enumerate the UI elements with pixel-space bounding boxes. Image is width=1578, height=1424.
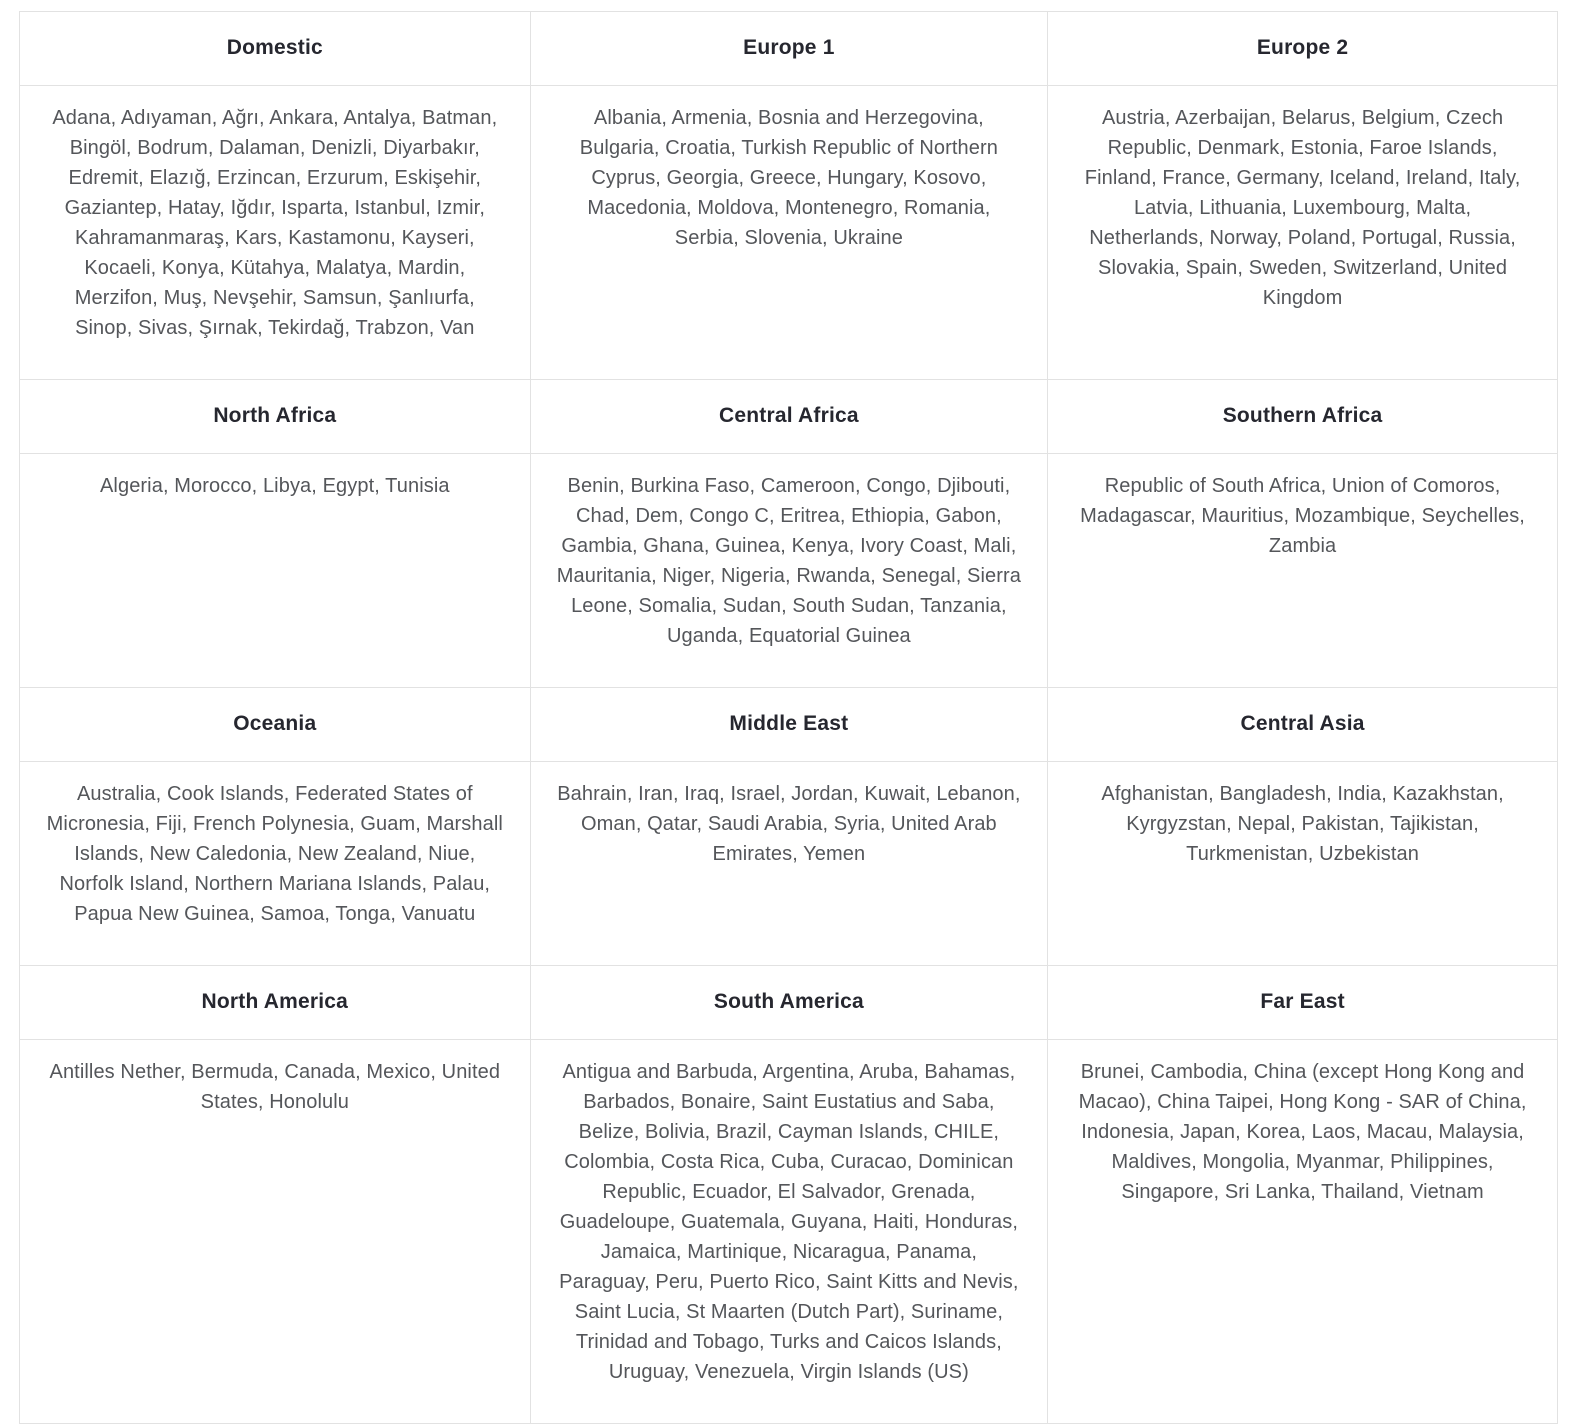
flight-regions-table <box>19 11 1558 1424</box>
region-header-europe-1: Europe 1 <box>530 12 1048 86</box>
region-header-central-asia: Central Asia <box>1048 688 1558 762</box>
region-countries-central-africa: Benin, Burkina Faso, Cameroon, Congo, Djibouti, Chad, Dem, Congo C, Eritrea, Ethiopia, Gabon, Gambia, Ghana, Guinea, Kenya, Ivory Coast, Mali, Mauritania, Niger, Nigeria, Rwanda, Senegal, Sierra Leone, Somalia, Sudan, South Sudan, Tanzania, Uganda, Equatorial Guinea <box>530 454 1048 688</box>
region-countries-domestic: Adana, Adıyaman, Ağrı, Ankara, Antalya, Batman, Bingöl, Bodrum, Dalaman, Denizli, Diyarbakır, Edremit, Elazığ, Erzincan, Erzurum, Eskişehir, Gaziantep, Hatay, Iğdır, Isparta, Istanbul, Izmir, Kahramanmaraş, Kars, Kastamonu, Kayseri, Kocaeli, Konya, Kütahya, Malatya, Mardin, Merzifon, Muş, Nevşehir, Samsun, Şanlıurfa, Sinop, Sivas, Şırnak, Tekirdağ, Trabzon, Van <box>20 86 531 380</box>
region-header-north-africa: North Africa <box>20 380 531 454</box>
region-header-south-america: South America <box>530 966 1048 1040</box>
section-2-header-row <box>20 380 1558 454</box>
region-countries-far-east: Brunei, Cambodia, China (except Hong Kong and Macao), China Taipei, Hong Kong - SAR of China, Indonesia, Japan, Korea, Laos, Macau, Malaysia, Maldives, Mongolia, Myanmar, Philippines, Singapore, Sri Lanka, Thailand, Vietnam <box>1048 1040 1558 1424</box>
section-3-content-row <box>20 762 1558 966</box>
section-4-header-row <box>20 966 1558 1040</box>
region-header-domestic: Domestic <box>20 12 531 86</box>
region-countries-south-america: Antigua and Barbuda, Argentina, Aruba, Bahamas, Barbados, Bonaire, Saint Eustatius and Saba, Belize, Bolivia, Brazil, Cayman Islands, CHILE, Colombia, Costa Rica, Cuba, Curacao, Dominican Republic, Ecuador, El Salvador, Grenada, Guadeloupe, Guatemala, Guyana, Haiti, Honduras, Jamaica, Martinique, Nicaragua, Panama, Paraguay, Peru, Puerto Rico, Saint Kitts and Nevis, Saint Lucia, St Maarten (Dutch Part), Suriname, Trinidad and Tobago, Turks and Caicos Islands, Uruguay, Venezuela, Virgin Islands (US) <box>530 1040 1048 1424</box>
region-header-far-east: Far East <box>1048 966 1558 1040</box>
section-1-content-row <box>20 86 1558 380</box>
region-countries-europe-1: Albania, Armenia, Bosnia and Herzegovina, Bulgaria, Croatia, Turkish Republic of Northern Cyprus, Georgia, Greece, Hungary, Kosovo, Macedonia, Moldova, Montenegro, Romania, Serbia, Slovenia, Ukraine <box>530 86 1048 380</box>
region-header-north-america: North America <box>20 966 531 1040</box>
region-countries-europe-2: Austria, Azerbaijan, Belarus, Belgium, Czech Republic, Denmark, Estonia, Faroe Islands, Finland, France, Germany, Iceland, Ireland, Italy, Latvia, Lithuania, Luxembourg, Malta, Netherlands, Norway, Poland, Portugal, Russia, Slovakia, Spain, Sweden, Switzerland, United Kingdom <box>1048 86 1558 380</box>
region-header-europe-2: Europe 2 <box>1048 12 1558 86</box>
section-2-content-row <box>20 454 1558 688</box>
region-countries-north-america: Antilles Nether, Bermuda, Canada, Mexico, United States, Honolulu <box>20 1040 531 1424</box>
region-countries-north-africa: Algeria, Morocco, Libya, Egypt, Tunisia <box>20 454 531 688</box>
region-header-oceania: Oceania <box>20 688 531 762</box>
region-countries-middle-east: Bahrain, Iran, Iraq, Israel, Jordan, Kuwait, Lebanon, Oman, Qatar, Saudi Arabia, Syria, United Arab Emirates, Yemen <box>530 762 1048 966</box>
region-header-middle-east: Middle East <box>530 688 1048 762</box>
region-header-central-africa: Central Africa <box>530 380 1048 454</box>
region-countries-southern-africa: Republic of South Africa, Union of Comoros, Madagascar, Mauritius, Mozambique, Seychelles, Zambia <box>1048 454 1558 688</box>
section-4-content-row <box>20 1040 1558 1424</box>
region-header-southern-africa: Southern Africa <box>1048 380 1558 454</box>
section-3-header-row <box>20 688 1558 762</box>
region-countries-central-asia: Afghanistan, Bangladesh, India, Kazakhstan, Kyrgyzstan, Nepal, Pakistan, Tajikistan, Turkmenistan, Uzbekistan <box>1048 762 1558 966</box>
region-countries-oceania: Australia, Cook Islands, Federated States of Micronesia, Fiji, French Polynesia, Guam, Marshall Islands, New Caledonia, New Zealand, Niue, Norfolk Island, Northern Mariana Islands, Palau, Papua New Guinea, Samoa, Tonga, Vanuatu <box>20 762 531 966</box>
section-1-header-row <box>20 12 1558 86</box>
